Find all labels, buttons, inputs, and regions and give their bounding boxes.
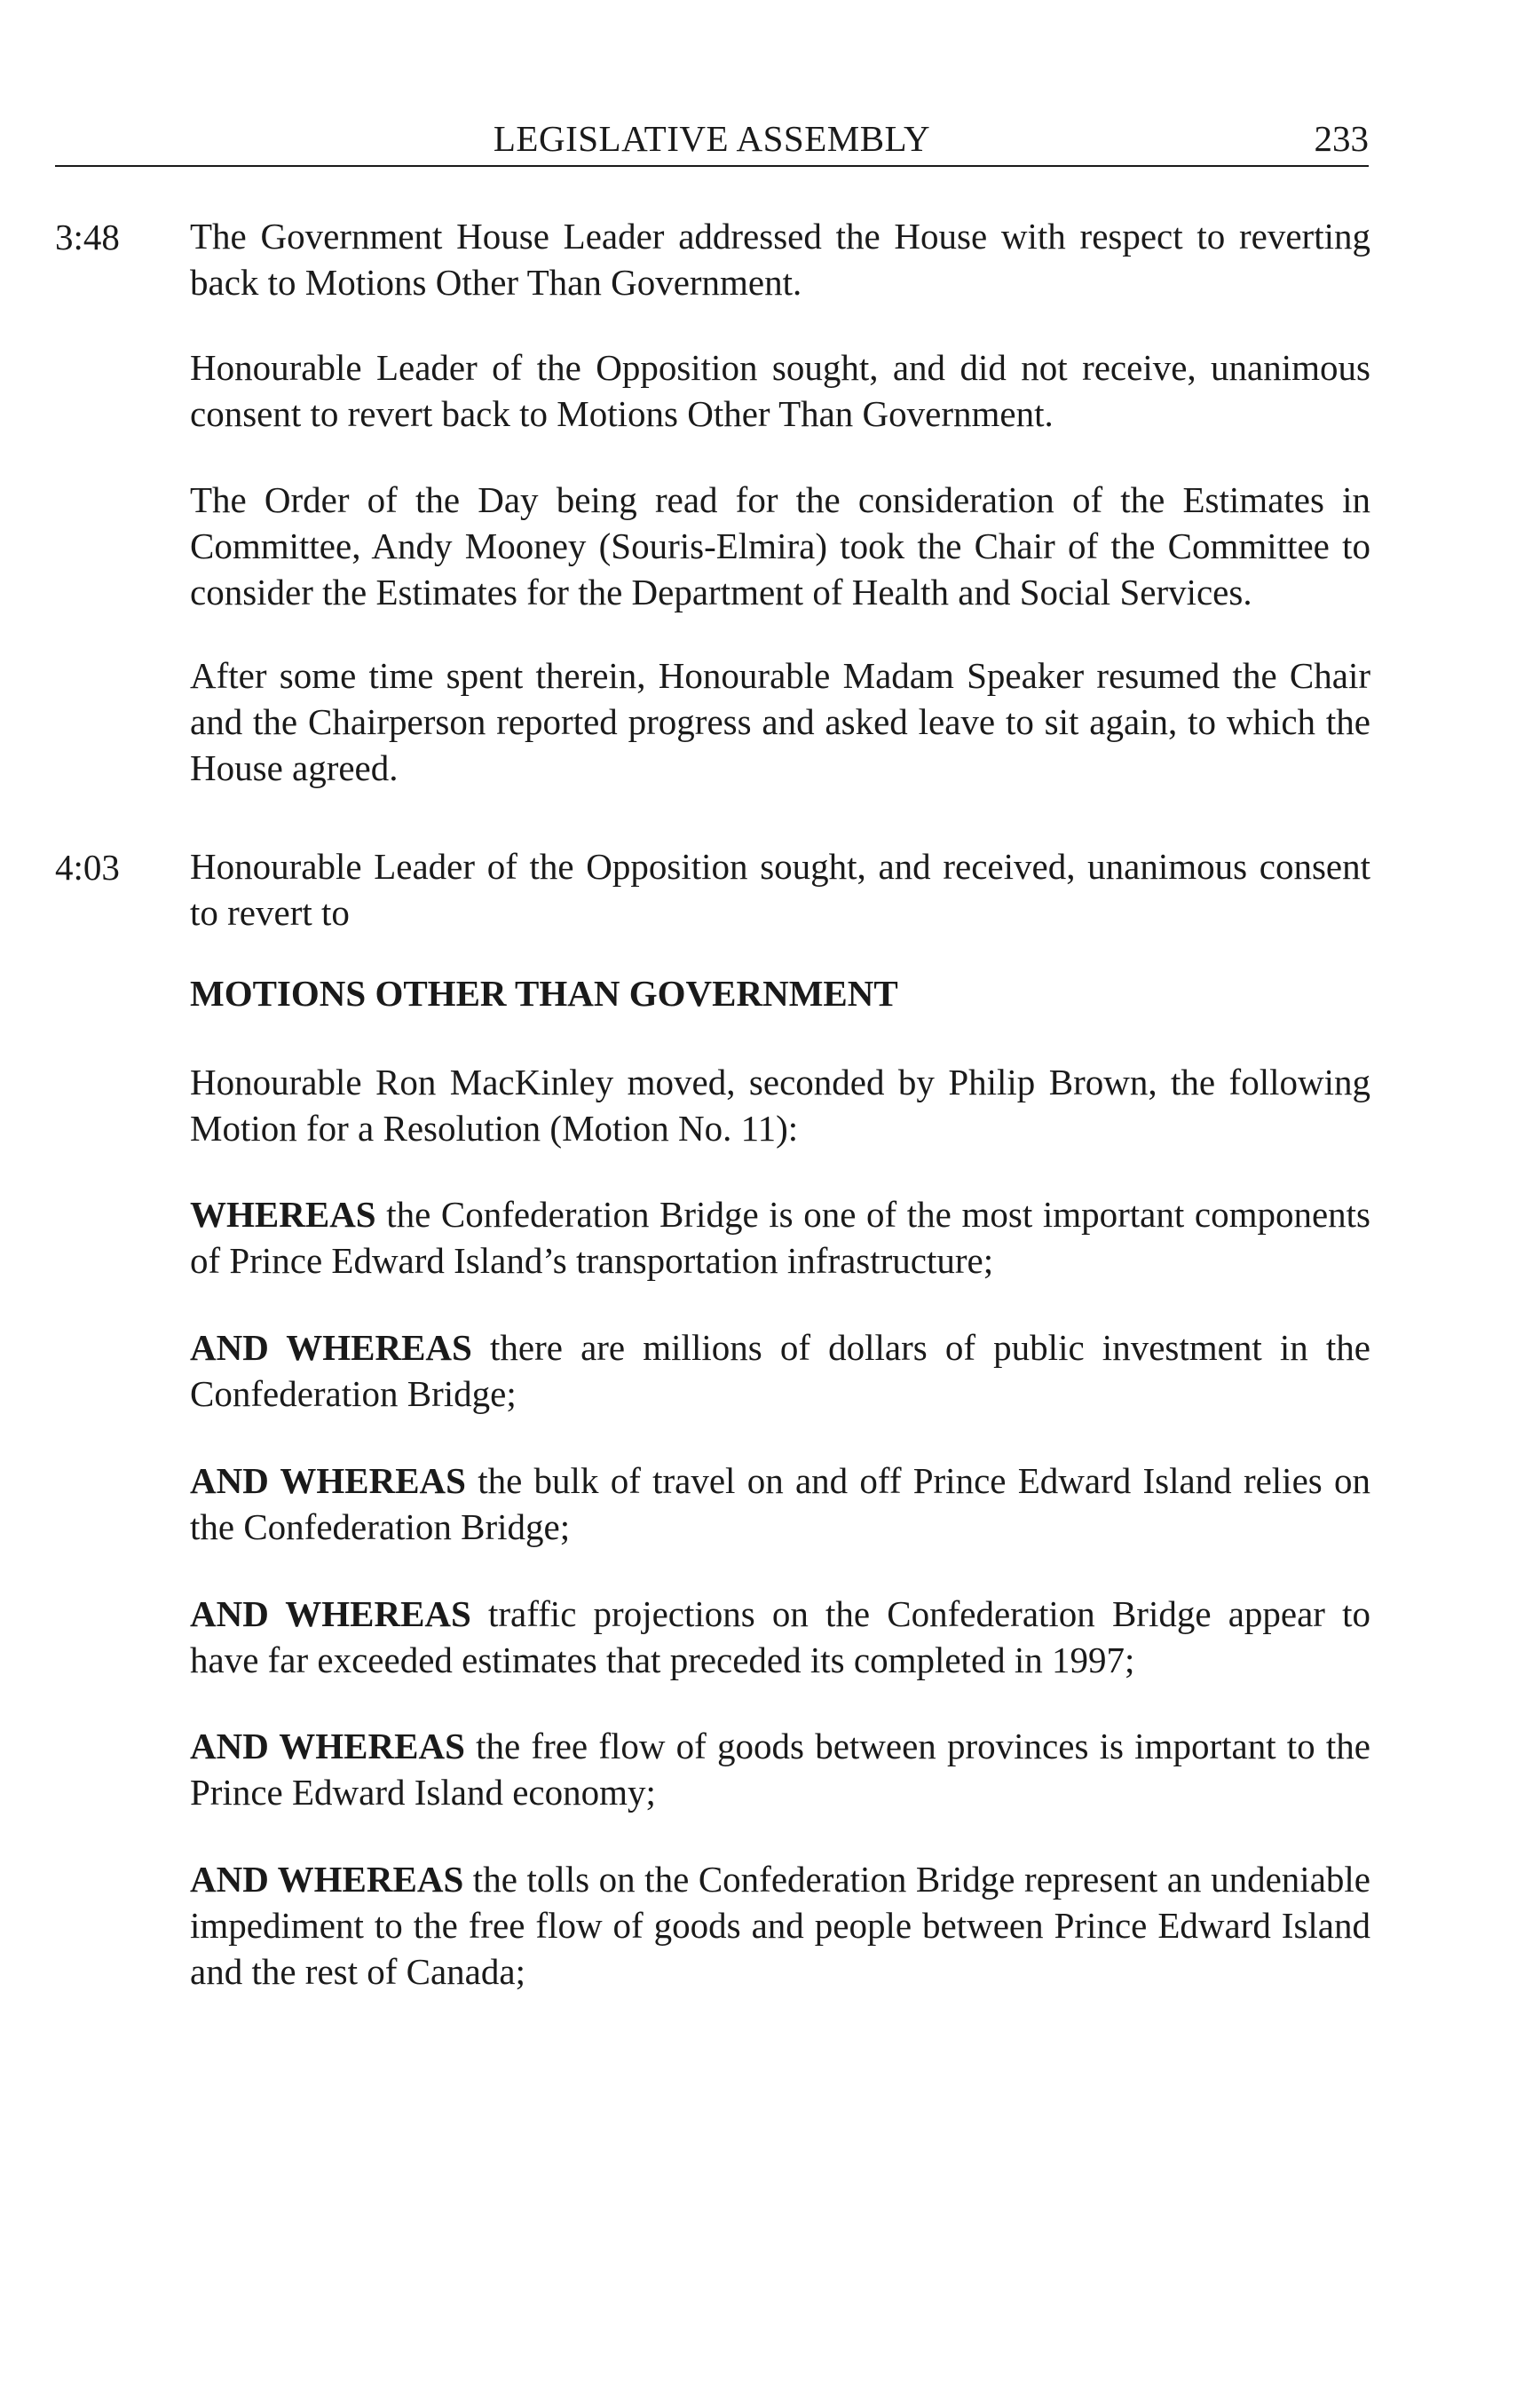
header-title: LEGISLATIVE ASSEMBLY — [493, 118, 931, 159]
whereas-clause — [190, 1191, 1370, 1284]
whereas-lead: AND WHEREAS — [190, 1726, 465, 1766]
paragraph-house-leader: The Government House Leader addressed the House with respect to reverting back to Motions Other Than Government. — [190, 216, 1370, 303]
paragraph-motion-intro: Honourable Ron MacKinley moved, seconded by Philip Brown, the following Motion for a Resolution (Motion No. 11): — [190, 1062, 1370, 1149]
paragraph-opposition-denied: Honourable Leader of the Opposition sought, and did not receive, unanimous consent to revert back to Motions Other Than Government. — [190, 347, 1370, 434]
section-heading: MOTIONS OTHER THAN GOVERNMENT — [190, 973, 898, 1014]
paragraph-opposition-consent: Honourable Leader of the Opposition sought, and received, unanimous consent to revert to — [190, 846, 1370, 933]
whereas-text: the free flow of goods between provinces is important to the Prince Edward Island economy; — [190, 1726, 1370, 1813]
page-number: 233 — [1314, 118, 1369, 159]
whereas-lead: AND WHEREAS — [190, 1460, 466, 1501]
whereas-clause — [190, 1723, 1370, 1815]
whereas-text: the Confederation Bridge is one of the most important components of Prince Edward Island’s transportation infrastructure; — [190, 1194, 1370, 1281]
timestamp-1: 3:48 — [55, 217, 120, 257]
whereas-text: the tolls on the Confederation Bridge represent an undeniable impediment to the free flow of goods and people between Prince Edward Island and the rest of Canada; — [190, 1859, 1370, 1992]
whereas-text: traffic projections on the Confederation Bridge appear to have far exceeded estimates that preceded its completed in 1997; — [190, 1593, 1370, 1680]
page-header — [55, 117, 1369, 167]
paragraph-estimates-committee: The Order of the Day being read for the consideration of the Estimates in Committee, Andy Mooney (Souris-Elmira) took the Chair of the Committee to consider the Estimates for the Department of Health and Social Services. — [190, 479, 1370, 612]
header-divider — [55, 165, 1369, 167]
whereas-clause — [190, 1856, 1370, 1995]
whereas-text: the bulk of travel on and off Prince Edward Island relies on the Confederation Bridge; — [190, 1460, 1370, 1547]
whereas-lead: WHEREAS — [190, 1194, 376, 1235]
whereas-lead: AND WHEREAS — [190, 1593, 471, 1634]
whereas-clause — [190, 1591, 1370, 1683]
whereas-clause — [190, 1458, 1370, 1550]
paragraph-speaker-resumed: After some time spent therein, Honourable Madam Speaker resumed the Chair and the Chairperson reported progress and asked leave to sit again, to which the House agreed. — [190, 655, 1370, 788]
whereas-lead: AND WHEREAS — [190, 1859, 464, 1900]
whereas-clause — [190, 1324, 1370, 1417]
timestamp-2: 4:03 — [55, 847, 120, 888]
whereas-lead: AND WHEREAS — [190, 1327, 472, 1368]
whereas-text: there are millions of dollars of public investment in the Confederation Bridge; — [190, 1327, 1370, 1414]
